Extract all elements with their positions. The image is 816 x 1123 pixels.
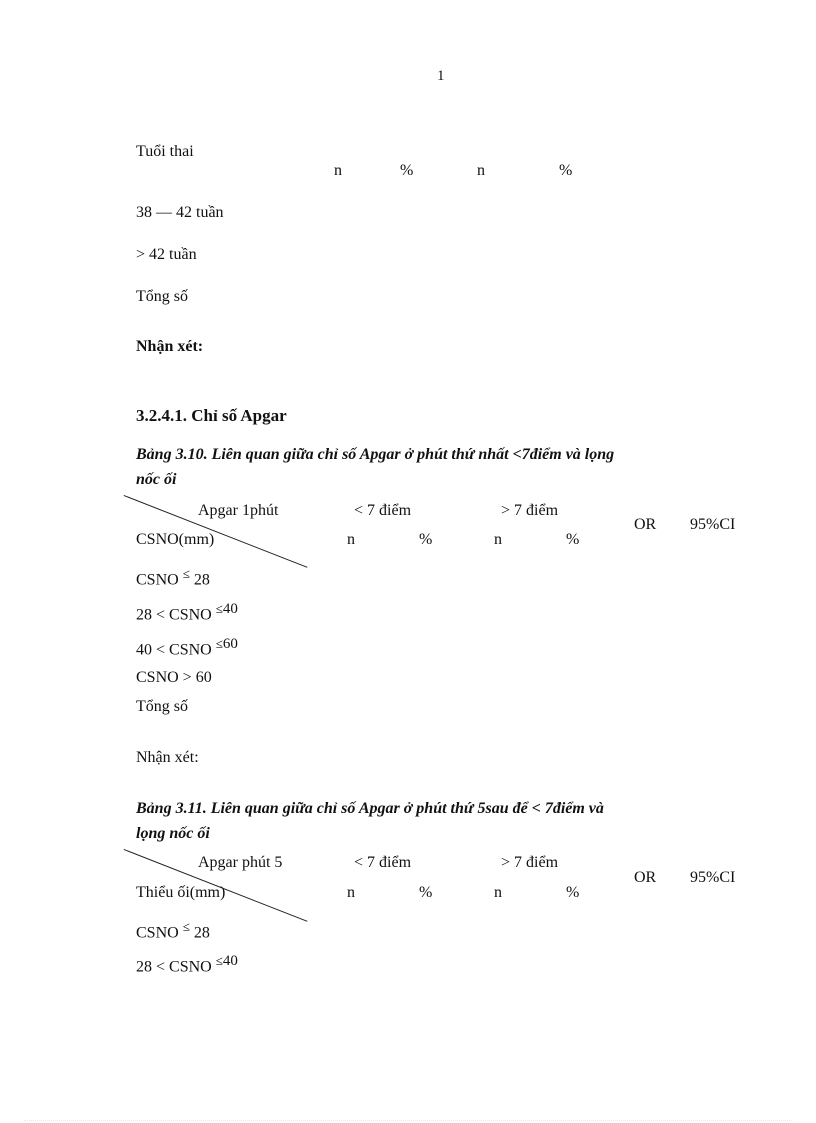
group-header: < 7 điểm [354, 854, 412, 871]
diagonal-header-top: Apgar 1phút [198, 502, 279, 519]
diagonal-header-top: Apgar phút 5 [198, 854, 283, 871]
table-row-label: 28 < CSNO $^{\le 40}$ [136, 953, 238, 976]
group-header: > 7 điểm [501, 502, 559, 519]
table-row-label: 28 < CSNO $^{\le 40}$ [136, 601, 238, 624]
table-row-label: CSNO ≤ 28 [136, 919, 210, 942]
section-heading: 3.2.4.1. Chỉ số Apgar [136, 406, 287, 425]
table-row-label: Tổng số [136, 288, 188, 305]
column-n: n [494, 531, 502, 548]
diagonal-header-bottom: Thiểu ối(mm) [136, 884, 226, 901]
remark-heading: Nhận xét: [136, 749, 199, 766]
table-caption: Bảng 3.11. Liên quan giữa chỉ số Apgar ở phút thứ 5sau để < 7điểm và [136, 800, 604, 817]
table-caption: nốc ối [136, 471, 177, 488]
page-bottom-rule [24, 1120, 792, 1121]
column-n: n [477, 162, 485, 179]
column-percent: % [566, 884, 580, 901]
column-n: n [494, 884, 502, 901]
page-number: 1 [437, 68, 445, 84]
column-percent: % [400, 162, 414, 179]
remark-heading: Nhận xét: [136, 338, 204, 355]
table-row-label: CSNO ≤ 28 [136, 566, 210, 589]
table-header-label: Tuổi thai [136, 143, 194, 160]
table-row-label: CSNO > 60 [136, 669, 212, 686]
table-caption: Bảng 3.10. Liên quan giữa chỉ số Apgar ở phút thứ nhất <7điểm và lọng [136, 446, 615, 463]
table-total-label: Tổng số [136, 698, 188, 715]
ci-header: 95%CI [690, 869, 736, 886]
table-row-label: 38 — 42 tuần [136, 204, 224, 221]
table-row-label: > 42 tuần [136, 246, 197, 263]
ci-header: 95%CI [690, 516, 736, 533]
diagonal-header-bottom: CSNO(mm) [136, 531, 215, 548]
column-percent: % [419, 884, 433, 901]
group-header: > 7 điểm [501, 854, 559, 871]
or-header: OR [634, 869, 657, 886]
or-header: OR [634, 516, 657, 533]
column-percent: % [566, 531, 580, 548]
column-n: n [334, 162, 342, 179]
column-percent: % [419, 531, 433, 548]
table-caption: lọng nốc ối [136, 825, 210, 842]
group-header: < 7 điểm [354, 502, 412, 519]
column-percent: % [559, 162, 573, 179]
column-n: n [347, 531, 355, 548]
column-n: n [347, 884, 355, 901]
table-row-label: 40 < CSNO $^{\le 60}$ [136, 636, 238, 659]
